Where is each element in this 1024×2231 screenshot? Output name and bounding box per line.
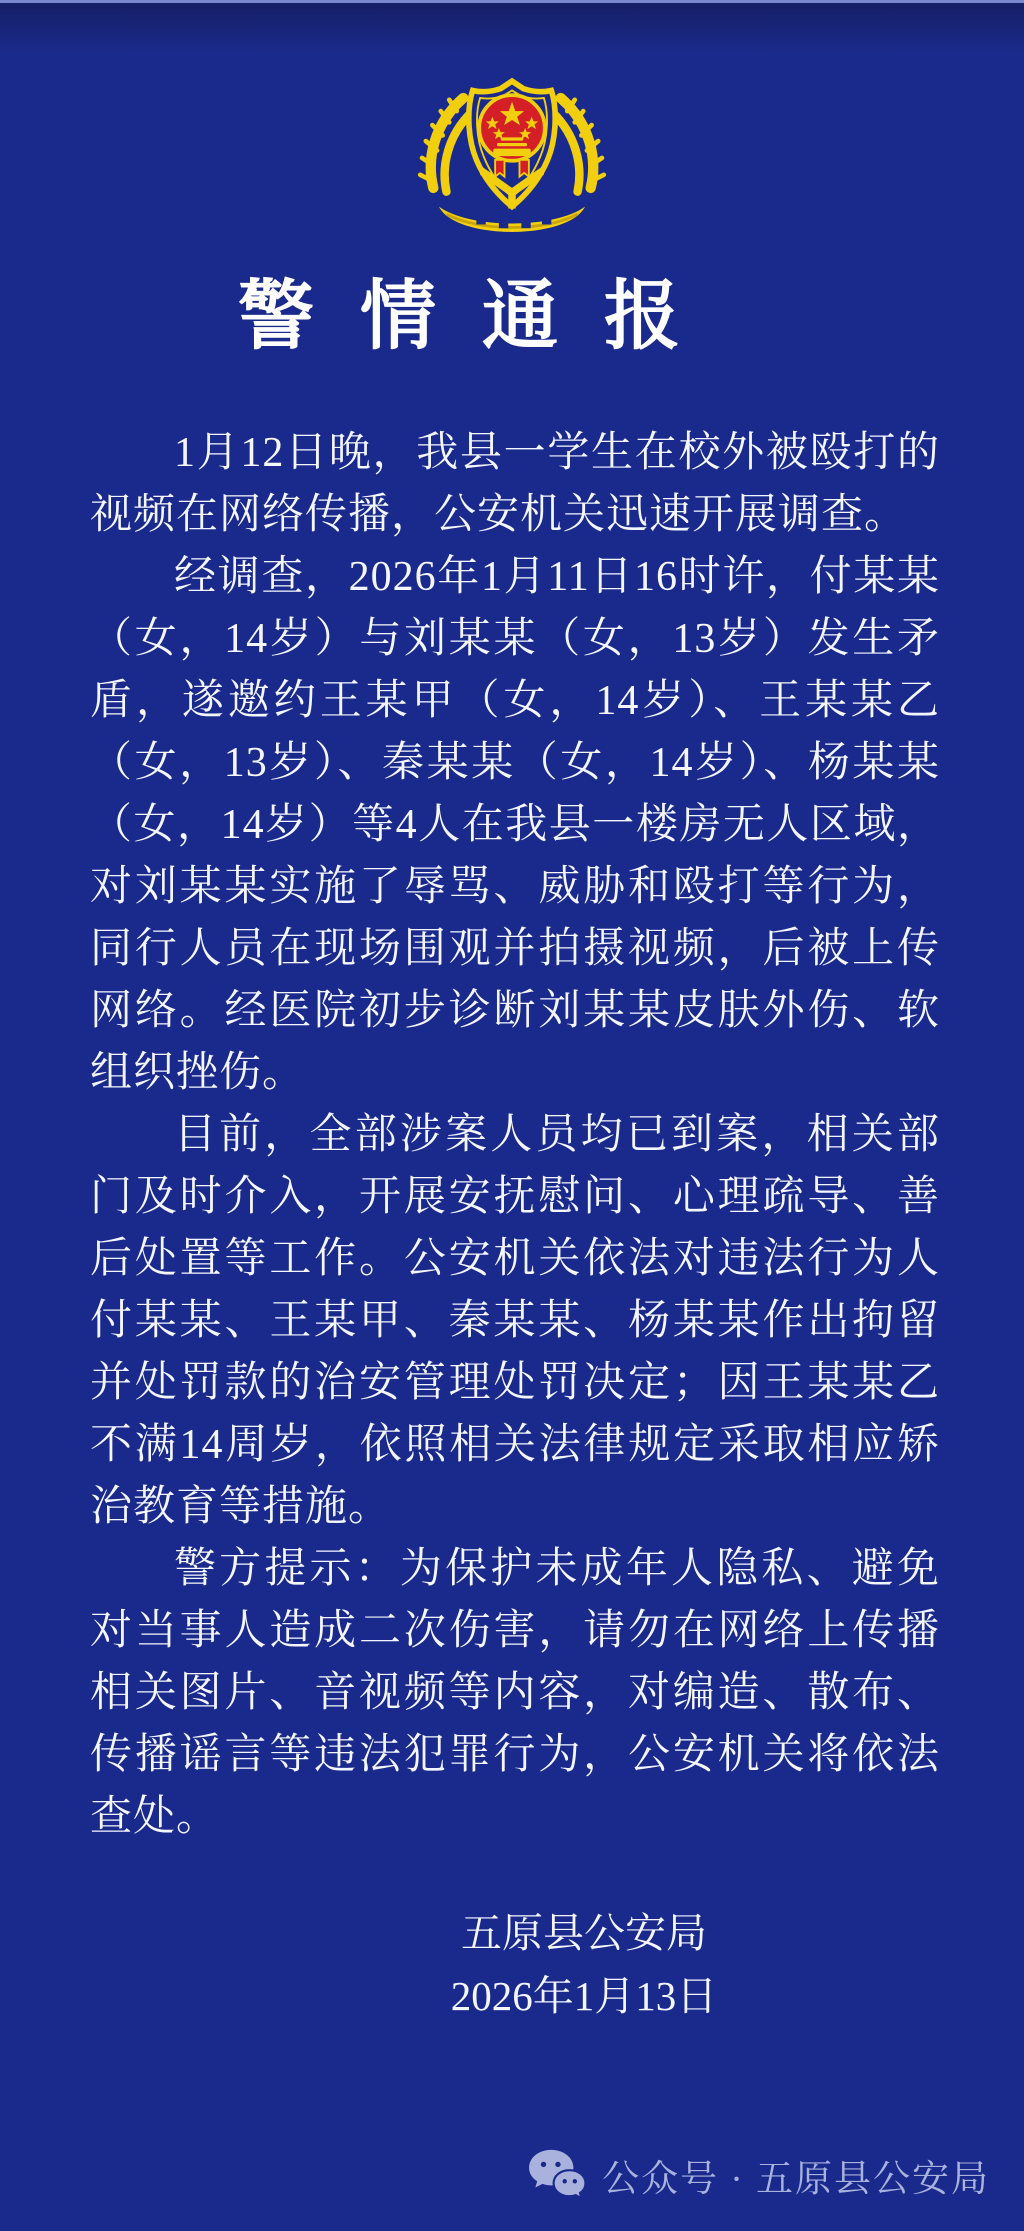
notice-body xyxy=(0,422,1024,1848)
paragraph-police-reminder: 警方提示：为保护未成年人隐私、避免对当事人造成二次伤害，请勿在网络上传播相关图片、音视频等内容，对编造、散布、传播谣言等违法犯罪行为，公安机关将依法查处。 xyxy=(90,1546,940,1840)
wechat-account-label: 公众号 · 五原县公安局 xyxy=(602,2159,990,2200)
top-edge-highlight xyxy=(0,0,1024,59)
notice-title: 警情通报 xyxy=(238,275,726,359)
issue-date: 2026年1月13日 xyxy=(450,1973,718,2019)
signature-block xyxy=(72,1902,1024,2028)
paragraph-measures: 目前，全部涉案人员均已到案，相关部门及时介入，开展安抚慰问、心理疏导、善后处置等工作。公安机关依法对违法行为人付某某、王某甲、秦某某、杨某某作出拘留并处罚款的治安管理处罚决定；因王某某乙不满14周岁，依照相关法律规定采取相应矫治教育等措施。 xyxy=(90,1112,940,1530)
paragraph-investigation: 经调查，2026年1月11日16时许，付某某（女，14岁）与刘某某（女，13岁）发生矛盾，遂邀约王某甲（女，14岁）、王某某乙（女，13岁）、秦某某（女，14岁）、杨某某（女，14岁）等4人在我县一楼房无人区域，对刘某某实施了辱骂、威胁和殴打等行为，同行人员在现场围观并拍摄视频，后被上传网络。经医院初步诊断刘某某皮肤外伤、软组织挫伤。 xyxy=(90,554,940,1096)
wechat-icon xyxy=(526,2148,588,2202)
footer-bar xyxy=(526,2148,990,2202)
issuing-agency: 五原县公安局 xyxy=(461,1910,707,1956)
paragraph-incident: 1月12日晚，我县一学生在校外被殴打的视频在网络传播，公安机关迅速开展调查。 xyxy=(90,430,940,538)
police-badge-icon xyxy=(414,68,610,246)
